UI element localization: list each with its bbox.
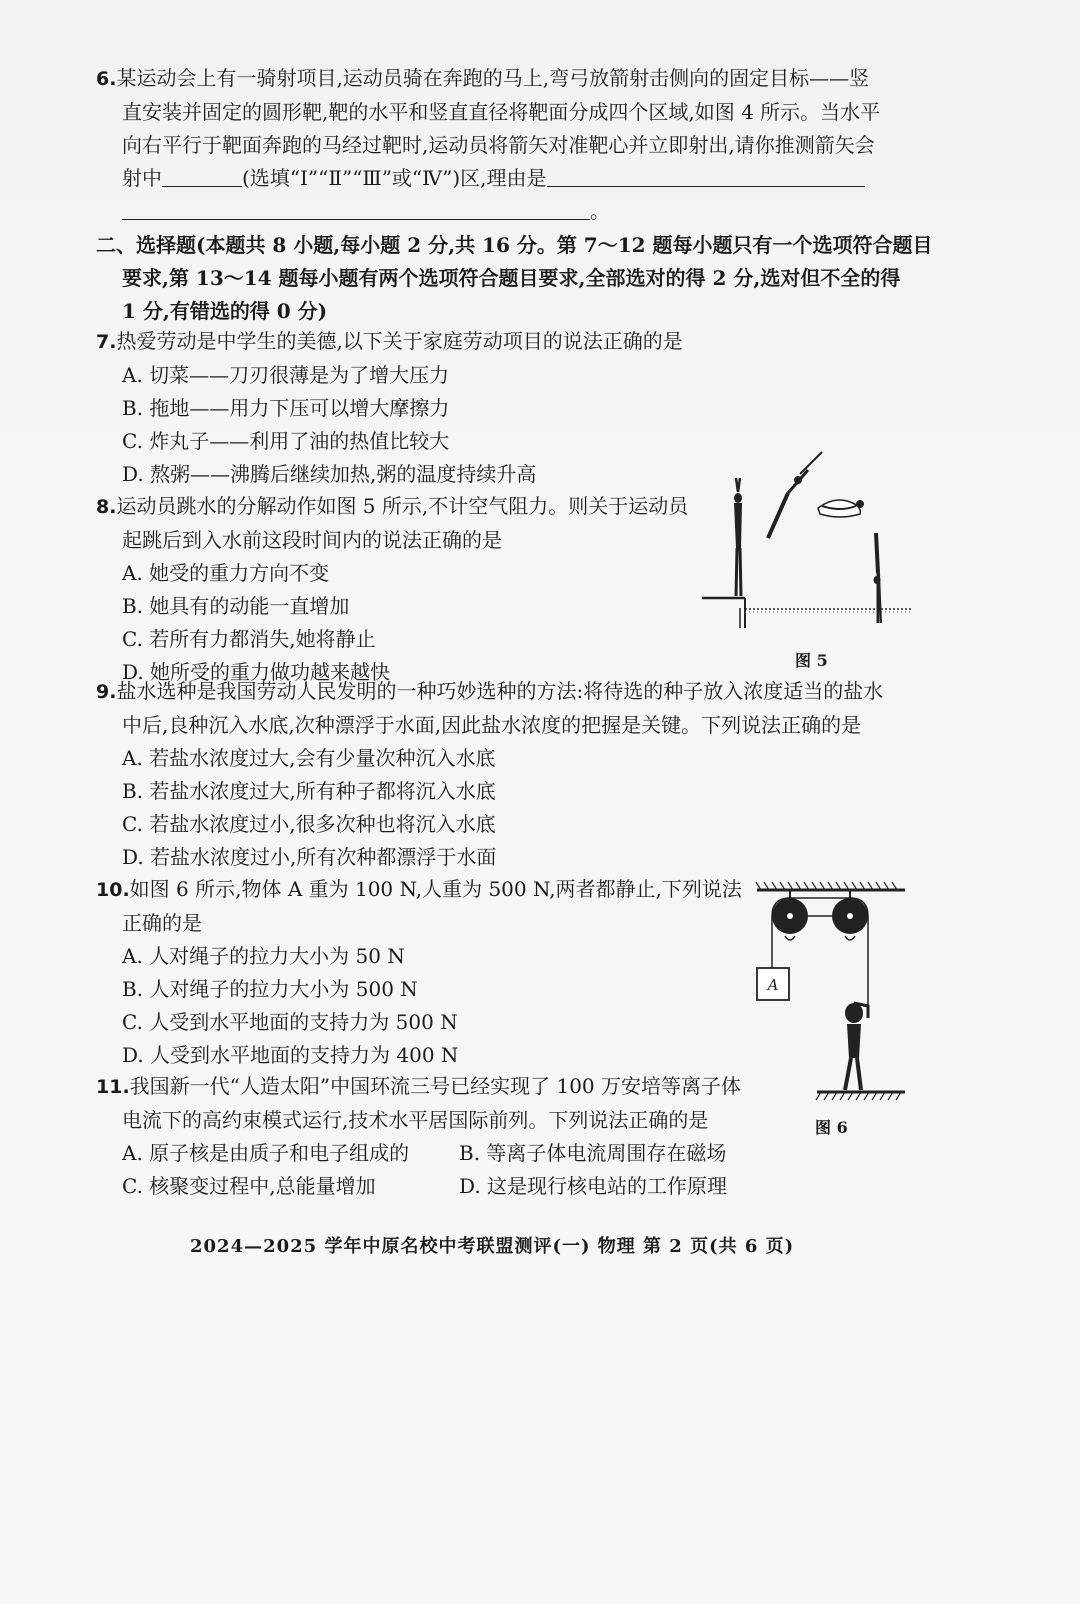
q7-option-a: A. 切菜——刀刃很薄是为了增大压力 [122, 363, 450, 387]
q10-option-c: C. 人受到水平地面的支持力为 500 N [122, 1010, 458, 1034]
question-7: 7.热爱劳动是中学生的美德,以下关于家庭劳动项目的说法正确的是 A. 切菜——刀刃很薄是为了增大压力 B. 拖地——用力下压可以增大摩擦力 C. 炸丸子——利用了油的热值比较大 D. 熬粥——沸腾后继续加热,粥的温度持续升高 [96, 325, 956, 491]
answer-blank-reason-1[interactable] [547, 164, 865, 187]
q7-option-b: B. 拖地——用力下压可以增大摩擦力 [122, 396, 450, 420]
question-10: 10.如图 6 所示,物体 A 重为 100 N,人重为 500 N,两者都静止,下列说法 正确的是 A. 人对绳子的拉力大小为 50 N B. 人对绳子的拉力大小为 500 N C. 人受到水平地面的支持力为 500 N D. 人受到水平地面的支持力为 400 N [96, 873, 746, 1072]
q10-option-b: B. 人对绳子的拉力大小为 500 N [122, 977, 418, 1001]
figure-5-diving [700, 448, 930, 648]
q11-options-row-1 [96, 1137, 796, 1170]
question-number: 6. [96, 68, 117, 90]
q10-option-d: D. 人受到水平地面的支持力为 400 N [122, 1043, 459, 1067]
q8-option-a: A. 她受的重力方向不变 [122, 561, 330, 585]
q11-option-a: A. 原子核是由质子和电子组成的 [122, 1141, 410, 1165]
q8-option-b: B. 她具有的动能一直增加 [122, 594, 350, 618]
diver-flight-figure [768, 452, 822, 538]
figure-5-caption: 图 5 [795, 651, 828, 670]
q8-option-c: C. 若所有力都消失,她将静止 [122, 627, 376, 651]
figure-6-caption: 图 6 [815, 1118, 848, 1137]
q11-options-row-2 [96, 1170, 796, 1203]
question-number: 10. [96, 879, 130, 901]
page-footer: 2024—2025 学年中原名校中考联盟测评(一) 物理 第 2 页(共 6 页) [190, 1236, 795, 1257]
question-number: 9. [96, 681, 117, 703]
q6-line4: 射中 (选填“Ⅰ”“Ⅱ”“Ⅲ”或“Ⅳ”)区,理由是 [96, 162, 956, 195]
diver-standing-figure [734, 478, 742, 596]
q9-option-d: D. 若盐水浓度过小,所有次种都漂浮于水面 [122, 845, 497, 869]
answer-blank-region[interactable] [162, 164, 242, 187]
question-6 [96, 62, 956, 228]
q11-option-c: C. 核聚变过程中,总能量增加 [122, 1174, 376, 1198]
q9-option-b: B. 若盐水浓度过大,所有种子都将沉入水底 [122, 779, 496, 803]
q6-line2: 直安装并固定的圆形靶,靶的水平和竖直直径将靶面分成四个区域,如图 4 所示。当水平 [122, 100, 881, 124]
q8-option-d: D. 她所受的重力做功越来越快 [122, 660, 391, 684]
question-8: 8.运动员跳水的分解动作如图 5 所示,不计空气阻力。则关于运动员 起跳后到入水前这段时间内的说法正确的是 A. 她受的重力方向不变 B. 她具有的动能一直增加 C. 若所有力都消失,她将静止 D. 她所受的重力做功越来越快 [96, 490, 716, 689]
q6-line5: 。 [96, 195, 956, 228]
q9-option-a: A. 若盐水浓度过大,会有少量次种沉入水底 [122, 746, 496, 770]
section-2-heading: 二、选择题(本题共 8 小题,每小题 2 分,共 16 分。第 7～12 题每小题只有一个选项符合题目 要求,第 13～14 题每小题有两个选项符合题目要求,全部选对的得 2 分,选对但不全的得 1 分,有错选的得 0 分) [96, 233, 933, 323]
q11-option-b: B. 等离子体电流周围存在磁场 [459, 1141, 727, 1165]
question-number: 7. [96, 331, 117, 353]
person-figure [845, 1003, 868, 1090]
q7-option-c: C. 炸丸子——利用了油的热值比较大 [122, 429, 450, 453]
q11-option-d: D. 这是现行核电站的工作原理 [459, 1174, 728, 1198]
q6-line3: 向右平行于靶面奔跑的马经过靶时,运动员将箭矢对准靶心并立即射出,请你推测箭矢会 [122, 133, 875, 157]
diver-tuck-figure [818, 500, 864, 517]
q9-option-c: C. 若盐水浓度过小,很多次种也将沉入水底 [122, 812, 496, 836]
answer-blank-reason-2[interactable] [122, 197, 590, 220]
question-number: 8. [96, 496, 117, 518]
block-a-label: A [767, 976, 779, 994]
q10-option-a: A. 人对绳子的拉力大小为 50 N [122, 944, 405, 968]
q6-line1: 6.某运动会上有一骑射项目,运动员骑在奔跑的马上,弯弓放箭射击侧向的固定目标——竖 [96, 66, 870, 90]
question-11: 11.我国新一代“人造太阳”中国环流三号已经实现了 100 万安培等离子体 电流下的高约束模式运行,技术水平居国际前列。下列说法正确的是 A. 原子核是由质子和电子组成的 B. 等离子体电流周围存在磁场 C. 核聚变过程中,总能量增加 D. 这是现行核电站的工作原理 [96, 1070, 796, 1203]
q7-option-d: D. 熬粥——沸腾后继续加热,粥的温度持续升高 [122, 462, 537, 486]
question-number: 11. [96, 1076, 130, 1098]
question-9: 9.盐水选种是我国劳动人民发明的一种巧妙选种的方法:将待选的种子放入浓度适当的盐水 中后,良种沉入水底,次种漂浮于水面,因此盐水浓度的把握是关键。下列说法正确的是 A. 若盐水浓度过大,会有少量次种沉入水底 B. 若盐水浓度过大,所有种子都将沉入水底 C. 若盐水浓度过小,很多次种也将沉入水底 D. 若盐水浓度过小,所有次种都漂浮于水面 [96, 675, 956, 874]
